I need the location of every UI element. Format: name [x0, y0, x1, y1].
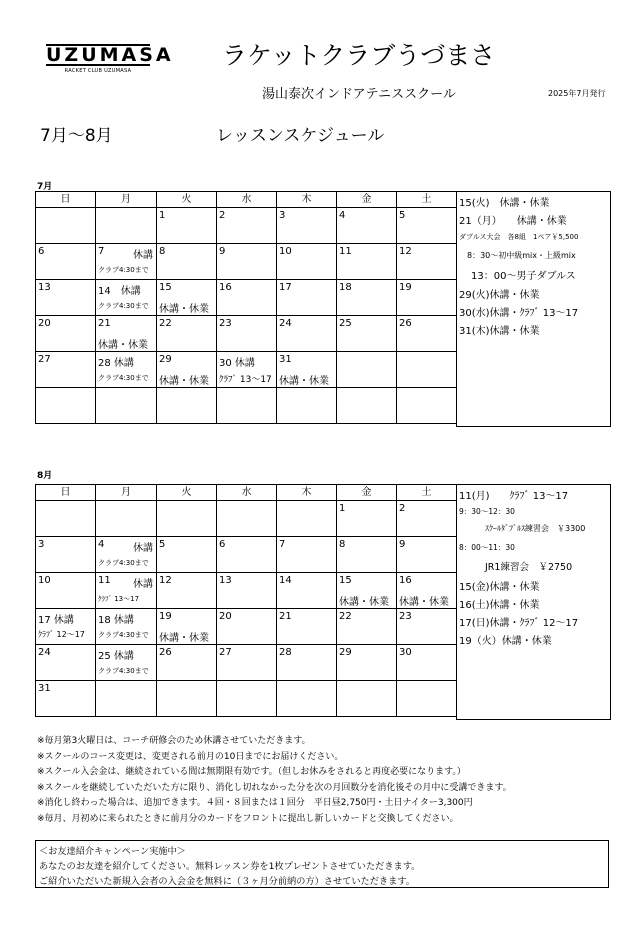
day-cell [36, 208, 96, 244]
weekday-fri: 金 [337, 485, 397, 501]
day-cell [397, 316, 457, 352]
campaign-heading: ＜お友達紹介キャンペーン実施中＞ [39, 846, 186, 857]
august-label: 8月 [37, 471, 53, 481]
day-cell [217, 501, 277, 537]
weekday-tue: 火 [157, 192, 217, 208]
weekday-wed: 水 [217, 192, 277, 208]
day-cell [277, 573, 337, 609]
day-number: 6 [38, 246, 45, 257]
day-number: 27 [38, 354, 51, 365]
day-subnote: クラブ4:30まで [98, 559, 149, 567]
side-note: 30(水)休講・ｸﾗﾌﾞ 13～17 [459, 308, 579, 319]
day-number: 8 [159, 246, 166, 257]
day-cell [96, 573, 157, 609]
day-cell [337, 352, 397, 388]
side-note: 29(火)休講・休業 [459, 290, 540, 301]
day-number: 7 [279, 539, 286, 550]
day-note: 28 休講 [98, 358, 134, 369]
calendar-week [36, 352, 457, 388]
weekday-sun: 日 [36, 192, 96, 208]
day-number: 3 [38, 539, 45, 550]
day-cell [157, 537, 217, 573]
day-number: 16 [219, 282, 232, 293]
calendar-week [36, 573, 457, 609]
campaign-line: ご紹介いただいた新規入会者の入会金を無料に（３ヶ月分前納の方）させていただきます。 [39, 876, 415, 887]
notes-list [37, 734, 512, 828]
day-cell [217, 681, 277, 717]
day-number: 8 [339, 539, 346, 550]
day-number: 2 [399, 503, 406, 514]
day-cell [337, 280, 397, 316]
calendar-week [36, 280, 457, 316]
day-cell [36, 501, 96, 537]
day-number: 26 [399, 318, 412, 329]
july-calendar [35, 191, 457, 424]
day-cell [217, 609, 277, 645]
day-cell [157, 681, 217, 717]
day-note: 30 休講 [219, 358, 255, 369]
day-cell [217, 388, 277, 424]
weekday-mon: 月 [96, 192, 157, 208]
day-number: 1 [159, 210, 166, 221]
day-number: 5 [399, 210, 406, 221]
day-number: 11 [98, 575, 111, 586]
day-cell [157, 352, 217, 388]
day-number: 29 [339, 647, 352, 658]
calendar-week [36, 244, 457, 280]
day-number: 27 [219, 647, 232, 658]
day-cell [337, 609, 397, 645]
day-note: 休講 [133, 579, 153, 590]
calendar-week [36, 537, 457, 573]
campaign-line: あなたのお友達を紹介してください。無料レッスン券を1枚プレゼントさせていただきます。 [39, 861, 421, 872]
day-cell [36, 352, 96, 388]
day-cell [397, 573, 457, 609]
schedule-heading: レッスンスケジュール [216, 126, 385, 146]
side-note: 13：00～男子ダブルス [471, 271, 576, 282]
logo-main-text: UZUMASA [46, 44, 174, 66]
side-note: 15(火) 休講・休業 [459, 198, 550, 209]
day-cell [96, 316, 157, 352]
day-cell [96, 244, 157, 280]
day-number: 12 [399, 246, 412, 257]
side-note: 9：30～12：30 [459, 507, 515, 516]
calendar-week [36, 316, 457, 352]
day-number: 12 [159, 575, 172, 586]
day-number: 19 [399, 282, 412, 293]
day-cell [96, 537, 157, 573]
campaign-box [35, 840, 609, 888]
page-title: ラケットクラブうづまさ [222, 41, 496, 70]
day-cell [36, 316, 96, 352]
day-subnote: クラブ4:30まで [98, 302, 149, 310]
day-cell [277, 352, 337, 388]
day-note: 17 休講 [38, 615, 74, 626]
day-cell [96, 280, 157, 316]
day-cell [36, 244, 96, 280]
months-heading: 7月～8月 [40, 126, 113, 146]
day-cell [277, 316, 337, 352]
day-number: 10 [38, 575, 51, 586]
day-number: 9 [399, 539, 406, 550]
day-cell [157, 501, 217, 537]
day-cell [96, 388, 157, 424]
day-cell [217, 645, 277, 681]
day-cell [157, 244, 217, 280]
day-cell [337, 208, 397, 244]
day-number: 14 [279, 575, 292, 586]
day-cell [96, 501, 157, 537]
day-number: 20 [38, 318, 51, 329]
club-logo [46, 44, 174, 74]
day-subnote: ｸﾗﾌﾞ 13～17 [219, 375, 272, 385]
note-item: ※毎月、月初めに来られたときに前月分のカードをフロントに提出し新しいカードと交換してください。 [37, 813, 459, 824]
day-number: 9 [219, 246, 226, 257]
day-number: 31 [279, 354, 292, 365]
day-number: 21 [98, 318, 111, 329]
day-number: 17 [279, 282, 292, 293]
day-cell [36, 645, 96, 681]
day-cell [397, 244, 457, 280]
day-number: 16 [399, 575, 412, 586]
day-number: 21 [279, 611, 292, 622]
calendar-week [36, 609, 457, 645]
day-cell [397, 609, 457, 645]
day-subnote: クラブ4:30まで [98, 631, 149, 639]
july-side-notes [456, 191, 611, 427]
day-number: 23 [399, 611, 412, 622]
day-cell [96, 208, 157, 244]
logo-sub-text: RACKET CLUB UZUMASA [64, 68, 132, 74]
day-cell [277, 244, 337, 280]
note-item: ※スクールのコース変更は、変更される前月の10日までにお届けください。 [37, 751, 344, 762]
weekday-mon: 月 [96, 485, 157, 501]
day-subnote: ｸﾗﾌﾞ 12～17 [38, 630, 85, 639]
day-number: 23 [219, 318, 232, 329]
day-note: 休講・休業 [399, 597, 449, 608]
day-note: 休講・休業 [159, 633, 209, 644]
day-cell [277, 645, 337, 681]
side-note: JR1練習会 ￥2750 [485, 562, 573, 573]
calendar-week [36, 645, 457, 681]
day-number: 30 [399, 647, 412, 658]
side-note: ｽｸｰﾙﾀﾞﾌﾞﾙｽ練習会 ￥3300 [485, 524, 586, 533]
day-cell [157, 645, 217, 681]
day-cell [337, 316, 397, 352]
day-cell [217, 316, 277, 352]
day-cell [397, 681, 457, 717]
day-cell [157, 208, 217, 244]
day-cell [397, 537, 457, 573]
calendar-week [36, 501, 457, 537]
day-number: 15 [339, 575, 352, 586]
day-note: 14 休講 [98, 286, 141, 297]
day-number: 25 [339, 318, 352, 329]
weekday-sat: 土 [397, 192, 457, 208]
issue-date: 2025年7月発行 [548, 89, 606, 98]
july-label: 7月 [37, 182, 53, 192]
day-number: 22 [339, 611, 352, 622]
day-subnote: ｸﾗﾌﾞ 13～17 [98, 595, 140, 603]
day-cell [397, 388, 457, 424]
day-number: 24 [38, 647, 51, 658]
day-number: 20 [219, 611, 232, 622]
day-cell [157, 316, 217, 352]
day-cell [96, 645, 157, 681]
day-cell [337, 244, 397, 280]
day-cell [96, 681, 157, 717]
day-number: 13 [38, 282, 51, 293]
side-note: 8：00～11：30 [459, 543, 515, 552]
weekday-header-row [36, 192, 457, 208]
day-note: 休講 [133, 543, 153, 554]
day-cell [337, 388, 397, 424]
day-note: 休講・休業 [339, 597, 389, 608]
day-note: 18 休講 [98, 615, 134, 626]
weekday-header-row [36, 485, 457, 501]
day-number: 1 [339, 503, 346, 514]
day-cell [36, 609, 96, 645]
day-note: 25 休講 [98, 651, 134, 662]
day-cell [397, 501, 457, 537]
day-number: 6 [219, 539, 226, 550]
day-cell [397, 208, 457, 244]
day-cell [36, 573, 96, 609]
weekday-sat: 土 [397, 485, 457, 501]
note-item: ※毎月第3火曜日は、コーチ研修会のため休講させていただきます。 [37, 736, 311, 746]
day-number: 28 [279, 647, 292, 658]
day-number: 4 [98, 539, 105, 550]
day-note: 休講 [133, 250, 153, 261]
calendar-week [36, 208, 457, 244]
side-note: ダブルス大会 各8組 1ペア￥5,500 [459, 233, 579, 241]
day-cell [217, 352, 277, 388]
weekday-fri: 金 [337, 192, 397, 208]
day-cell [277, 280, 337, 316]
calendar-week [36, 388, 457, 424]
day-cell [36, 280, 96, 316]
weekday-thu: 木 [277, 485, 337, 501]
day-cell [217, 573, 277, 609]
day-number: 19 [159, 611, 172, 622]
day-note: 休講・休業 [159, 304, 209, 315]
day-cell [277, 388, 337, 424]
day-number: 11 [339, 246, 352, 257]
day-cell [277, 208, 337, 244]
day-number: 3 [279, 210, 286, 221]
side-note: 31(木)休講・休業 [459, 326, 540, 337]
day-cell [157, 388, 217, 424]
day-cell [397, 645, 457, 681]
day-subnote: クラブ4:30まで [98, 374, 149, 382]
day-cell [337, 681, 397, 717]
day-subnote: クラブ4:30まで [98, 667, 149, 675]
day-cell [36, 537, 96, 573]
day-number: 29 [159, 354, 172, 365]
note-item: ※消化し終わった場合は、追加できます。４回・８回または１回分 平日昼2,750円・土日ナイター3,300円 [37, 798, 473, 809]
note-item: ※スクールを継続していただいた方に限り、消化し切れなかった分を次の月回数分を消化後その月中に受講できます。 [37, 782, 512, 793]
day-cell [337, 537, 397, 573]
day-number: 2 [219, 210, 226, 221]
day-cell [36, 681, 96, 717]
day-number: 15 [159, 282, 172, 293]
day-cell [96, 609, 157, 645]
side-note: 21（月） 休講・休業 [459, 216, 567, 227]
note-item: ※スクール入会金は、継続されている間は無期限有効です。（但しお休みをされると再度必要になります。） [37, 767, 466, 778]
day-cell [277, 501, 337, 537]
side-note: 16(土)休講・休業 [459, 600, 540, 611]
day-cell [277, 537, 337, 573]
august-calendar [35, 484, 457, 717]
day-number: 5 [159, 539, 166, 550]
day-cell [96, 352, 157, 388]
day-note: 休講・休業 [98, 340, 148, 351]
day-cell [277, 609, 337, 645]
day-number: 22 [159, 318, 172, 329]
day-number: 7 [98, 246, 105, 257]
day-cell [217, 244, 277, 280]
day-cell [217, 280, 277, 316]
day-cell [397, 280, 457, 316]
day-cell [397, 352, 457, 388]
day-number: 24 [279, 318, 292, 329]
day-note: 休講・休業 [159, 376, 209, 387]
side-note: 11(月) ｸﾗﾌﾞ 13～17 [459, 491, 569, 502]
weekday-sun: 日 [36, 485, 96, 501]
day-subnote: クラブ4:30まで [98, 266, 149, 274]
day-number: 10 [279, 246, 292, 257]
august-side-notes [456, 484, 611, 720]
side-note: 19（火）休講・休業 [459, 636, 552, 647]
day-cell [277, 681, 337, 717]
day-cell [157, 609, 217, 645]
day-cell [157, 573, 217, 609]
day-cell [337, 573, 397, 609]
weekday-wed: 水 [217, 485, 277, 501]
day-number: 13 [219, 575, 232, 586]
side-note: 17(日)休講・ｸﾗﾌﾞ 12～17 [459, 618, 579, 629]
day-number: 18 [339, 282, 352, 293]
day-cell [337, 501, 397, 537]
day-cell [337, 645, 397, 681]
day-note: 休講・休業 [279, 376, 329, 387]
day-cell [217, 208, 277, 244]
day-cell [217, 537, 277, 573]
side-note: 15(金)休講・休業 [459, 582, 540, 593]
day-cell [36, 388, 96, 424]
day-number: 4 [339, 210, 346, 221]
side-note: 8：30～初中級mix・上級mix [467, 251, 576, 260]
day-cell [157, 280, 217, 316]
day-number: 31 [38, 683, 51, 694]
page-subtitle: 湯山泰次インドアテニススクール [262, 87, 456, 102]
day-number: 26 [159, 647, 172, 658]
weekday-thu: 木 [277, 192, 337, 208]
calendar-week [36, 681, 457, 717]
weekday-tue: 火 [157, 485, 217, 501]
